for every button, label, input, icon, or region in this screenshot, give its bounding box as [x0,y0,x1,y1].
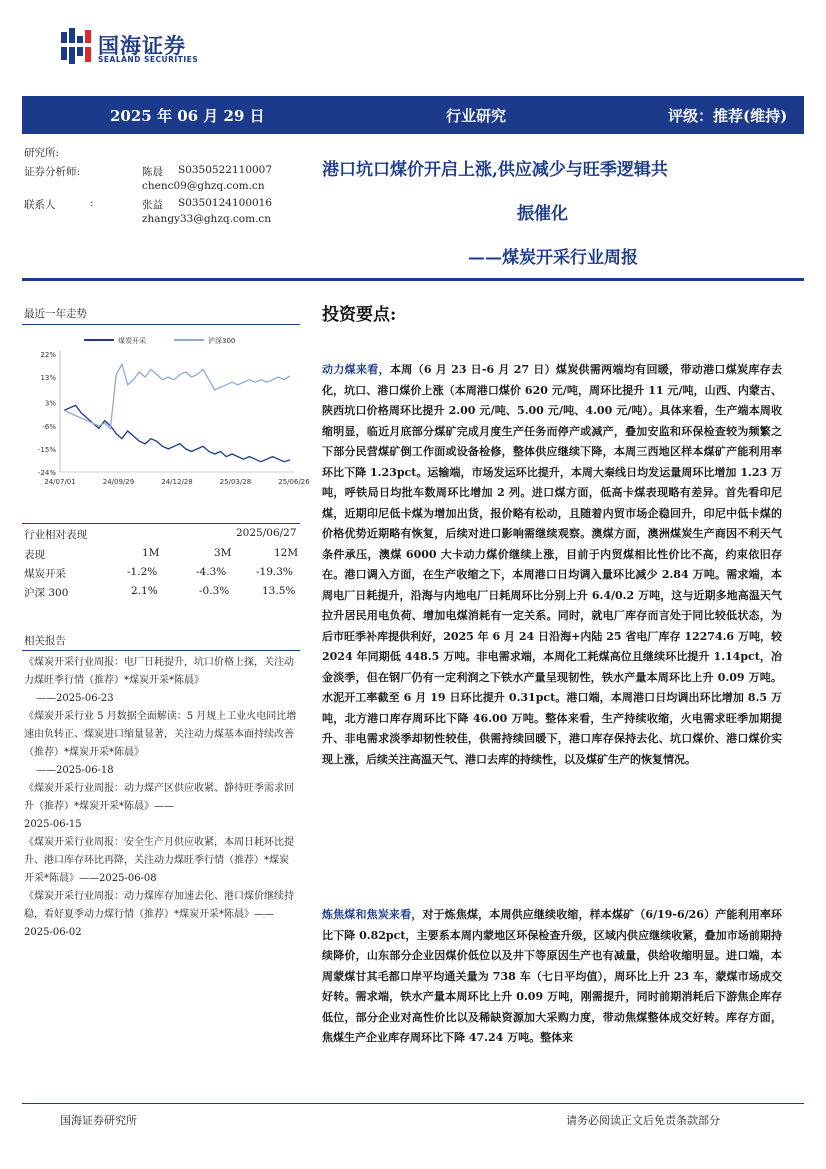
perf-divider [22,523,300,524]
perf-row-hs300 [24,583,298,602]
related-report-date: 2025-06-15 [24,819,82,830]
perf-date: 2025/06/27 [236,527,297,539]
y-tick-label: -6% [42,422,56,431]
trend-label: 最近一年走势 [24,308,87,320]
y-tick-label: 3% [44,399,56,408]
footer-divider [22,1103,804,1104]
perf-header-cell: 12M [274,547,299,559]
perf-cell: -1.2% [127,566,158,578]
brand-name-en: SEALAND SECURITIES [98,55,199,64]
x-tick-label: 24/12/28 [161,478,193,486]
series-line [64,364,290,428]
perf-row-coal [24,564,298,583]
related-report-item[interactable]: 《煤炭开采行业 5 月数据全面解读：5 月规上工业火电同比增速由负转正、煤炭进口缩量显著，关注动力煤基本面持续改善（推荐）*煤炭开采*陈晨》 [24,711,297,758]
footer-left: 国海证券研究所 [60,1114,137,1127]
section-heading: 投资要点: [322,305,397,325]
related-report-item[interactable]: 《煤炭开采行业周报：电厂日耗提升，坑口价格上探，关注动力煤旺季行情（推荐）*煤炭开采*陈晨》 [24,657,294,686]
analyst-cert: S0350522110007 [178,164,273,176]
legend-label: 沪深300 [208,337,236,345]
sealand-logo-icon [60,28,92,64]
paragraph-lead: 动力煤来看， [322,363,390,376]
report-date: 2025 年 06 月 29 日 [110,107,265,125]
paragraph-body: 本周（6 月 23 日-6 月 27 日）煤炭供需两端均有回暖，带动港口煤炭库存去化，坑口、港口煤价上涨（本周港口煤价 620 元/吨，周环比提升 11 元/吨，山西、内蒙古、陕西坑口价格周环比提升 2.00 元/吨、5.00 元/吨、4.00 元/吨）。具体来看，生产端本周收缩明显，临近月底部分煤矿完成月度生产任务而停产或减产，叠加安监和环保检查较为频繁之下部分民营煤矿倒工作面或设备检修，整体供应继续下降，本周三西地区样本煤矿产能利用率环比下降 1.23pct。运输端，市场发运环比提升，本周大秦线日均发运量周环比增加 1.23 万吨，呼铁局日均批车数周环比增加 2 列。进口煤方面，低高卡煤表现略有差异。首先看印尼煤，近期印尼低卡煤为增加出货，报价略有松动，且随着内贸市场企稳回升，印尼中低卡煤的价格优势近期略有恢复，后续对进口影响需继续观察。澳煤方面，澳洲煤炭生产商因不利天气条件承压，澳煤 6000 大卡动力煤价继续上涨，目前于内贸煤相比性价比不高，约束依旧存在。港口调入方面，在生产收缩之下，本周港口日均调入量环比减少 2.84 万吨。需求端，本周电厂日耗提升，沿海与内地电厂日耗周环比分别上升 6.4/0.2 万吨，这与近期多地高温天气拉升居民用电负荷、增加电煤消耗有一定关系。同时，就电厂库存而言处于同比较低状态，为后市旺季补库提供利好，2025 年 6 月 24 日沿海+内陆 25 省电厂库存 12274.6 万吨，较 2024 年同期低 448.5 万吨。非电需求端，本周化工耗煤高位且继续环比提升 1.14pct，冶金淡季，但在钢厂仍有一定利润之下铁水产量呈现韧性，铁水产量本周环比上升 0.09 万吨。水泥开工率截至 6 月 19 日环比提升 0.31pct。港口端，本周港口日均调出环比增加 8.5 万吨，北方港口库存周环比下降 46.00 万吨。整体来看，生产持续收缩，火电需求旺季加期提升、非电需求淡季却韧性较佳，供需持续回暖下，港口库存保持去化、坑口煤价、港口煤价实现上涨，后续关注高温天气、港口去库的持续性，以及煤矿生产的恢复情况。 [322,363,783,766]
related-report-date: ——2025-06-23 [36,693,114,704]
footer-right: 请务必阅读正文后免责条款部分 [566,1114,720,1127]
page-title-line2: 振催化 [517,204,568,224]
paragraph-body: 对于炼焦煤，本周供应继续收缩，样本煤矿（6/19-6/26）产能利用率环比下降 0.82pct，主要系本周内蒙地区环保检查升级，区域内供应继续收紧，叠加市场前期持续降价，山东部分企业因煤价低位以及井下等原因生产也有减量，供给收缩明显。进口端，本周蒙煤甘其毛都口岸平均通关量为 738 车（七日平均值），周环比上升 23 车，蒙煤市场成交好转。需求端，铁水产量本周环比上升 0.09 万吨，刚需提升，同时前期消耗后下游焦企库存低位，部分企业对高性价比以及稀缺资源加大采购力度，带动焦煤整体成交好转。库存方面，焦煤生产企业库存周环比下降 47.24 万吨。整体来 [322,908,782,1044]
contact-label: 联系人 [24,199,56,211]
perf-cell: 2.1% [131,585,158,597]
related-label: 相关报告 [24,635,66,647]
contact-name: 张益 [142,199,163,211]
paragraph-lead: 炼焦煤和焦炭来看， [322,908,423,921]
perf-header-cell: 1M [142,547,160,559]
page-title-line1: 港口坑口煤价开启上涨,供应减少与旺季逻辑共 [322,160,668,180]
perf-cell: 沪深 300 [24,587,69,599]
contact-cert: S0350124100016 [178,197,273,209]
paragraph-thermal-coal [322,360,782,770]
brand-name-cn: 国海证券 [98,34,186,58]
x-tick-label: 25/06/26 [278,478,310,486]
perf-header-row [24,545,298,564]
page-subtitle: ——煤炭开采行业周报 [468,248,638,268]
perf-cell: -19.3% [256,566,293,578]
perf-cell: -4.3% [196,566,227,578]
perf-cell: 煤炭开采 [24,568,66,580]
trend-chart [24,332,310,492]
related-list [24,654,298,942]
y-tick-label: -24% [37,469,56,477]
analyst-name: 陈晨 [142,166,163,178]
title-divider [22,278,804,281]
y-tick-label: 13% [40,374,56,383]
paragraph-coking-coal [322,905,782,1049]
related-report-item[interactable]: 《煤炭开采行业周报：动力煤库存加速去化、港口煤价继续持稳，看好夏季动力煤行情（推荐）*煤炭开采*陈晨》——2025-06-02 [24,891,294,938]
report-type: 行业研究 [446,107,507,125]
related-divider [22,650,300,651]
perf-header-cell: 3M [214,547,232,559]
perf-header-cell: 表现 [24,549,45,561]
header-banner [22,96,804,134]
x-tick-label: 24/09/29 [102,478,135,486]
brand-logo [60,28,210,68]
y-tick-label: 22% [40,351,56,359]
analyst-email[interactable]: chenc09@ghzq.com.cn [142,180,265,192]
y-tick-label: -15% [37,445,56,454]
x-tick-label: 24/07/01 [44,478,76,486]
x-tick-label: 25/03/28 [219,478,252,486]
analyst-label: 证券分析师: [24,166,81,178]
research-label: 研究所: [24,147,60,159]
contact-colon: : [90,197,94,209]
related-report-item[interactable]: 《煤炭开采行业周报：动力煤产区供应收紧、静待旺季需求回升（推荐）*煤炭开采*陈晨》—— [24,783,294,812]
perf-label: 行业相对表现 [24,529,87,541]
related-report-date: ——2025-06-18 [36,765,114,776]
related-report-item[interactable]: 《煤炭开采行业周报：安全生产月供应收紧，本周日耗环比提升、港口库存环比再降，关注动力煤旺季行情（推荐）*煤炭开采*陈晨》——2025-06-08 [24,837,294,884]
trend-divider [22,324,300,325]
perf-cell: 13.5% [262,585,296,597]
rating: 评级：推荐(维持) [668,107,788,125]
legend-label: 煤炭开采 [118,337,146,345]
perf-cell: -0.3% [199,585,230,597]
series-line [64,405,290,461]
contact-email[interactable]: zhangy33@ghzq.com.cn [142,213,272,225]
perf-table [24,545,298,602]
